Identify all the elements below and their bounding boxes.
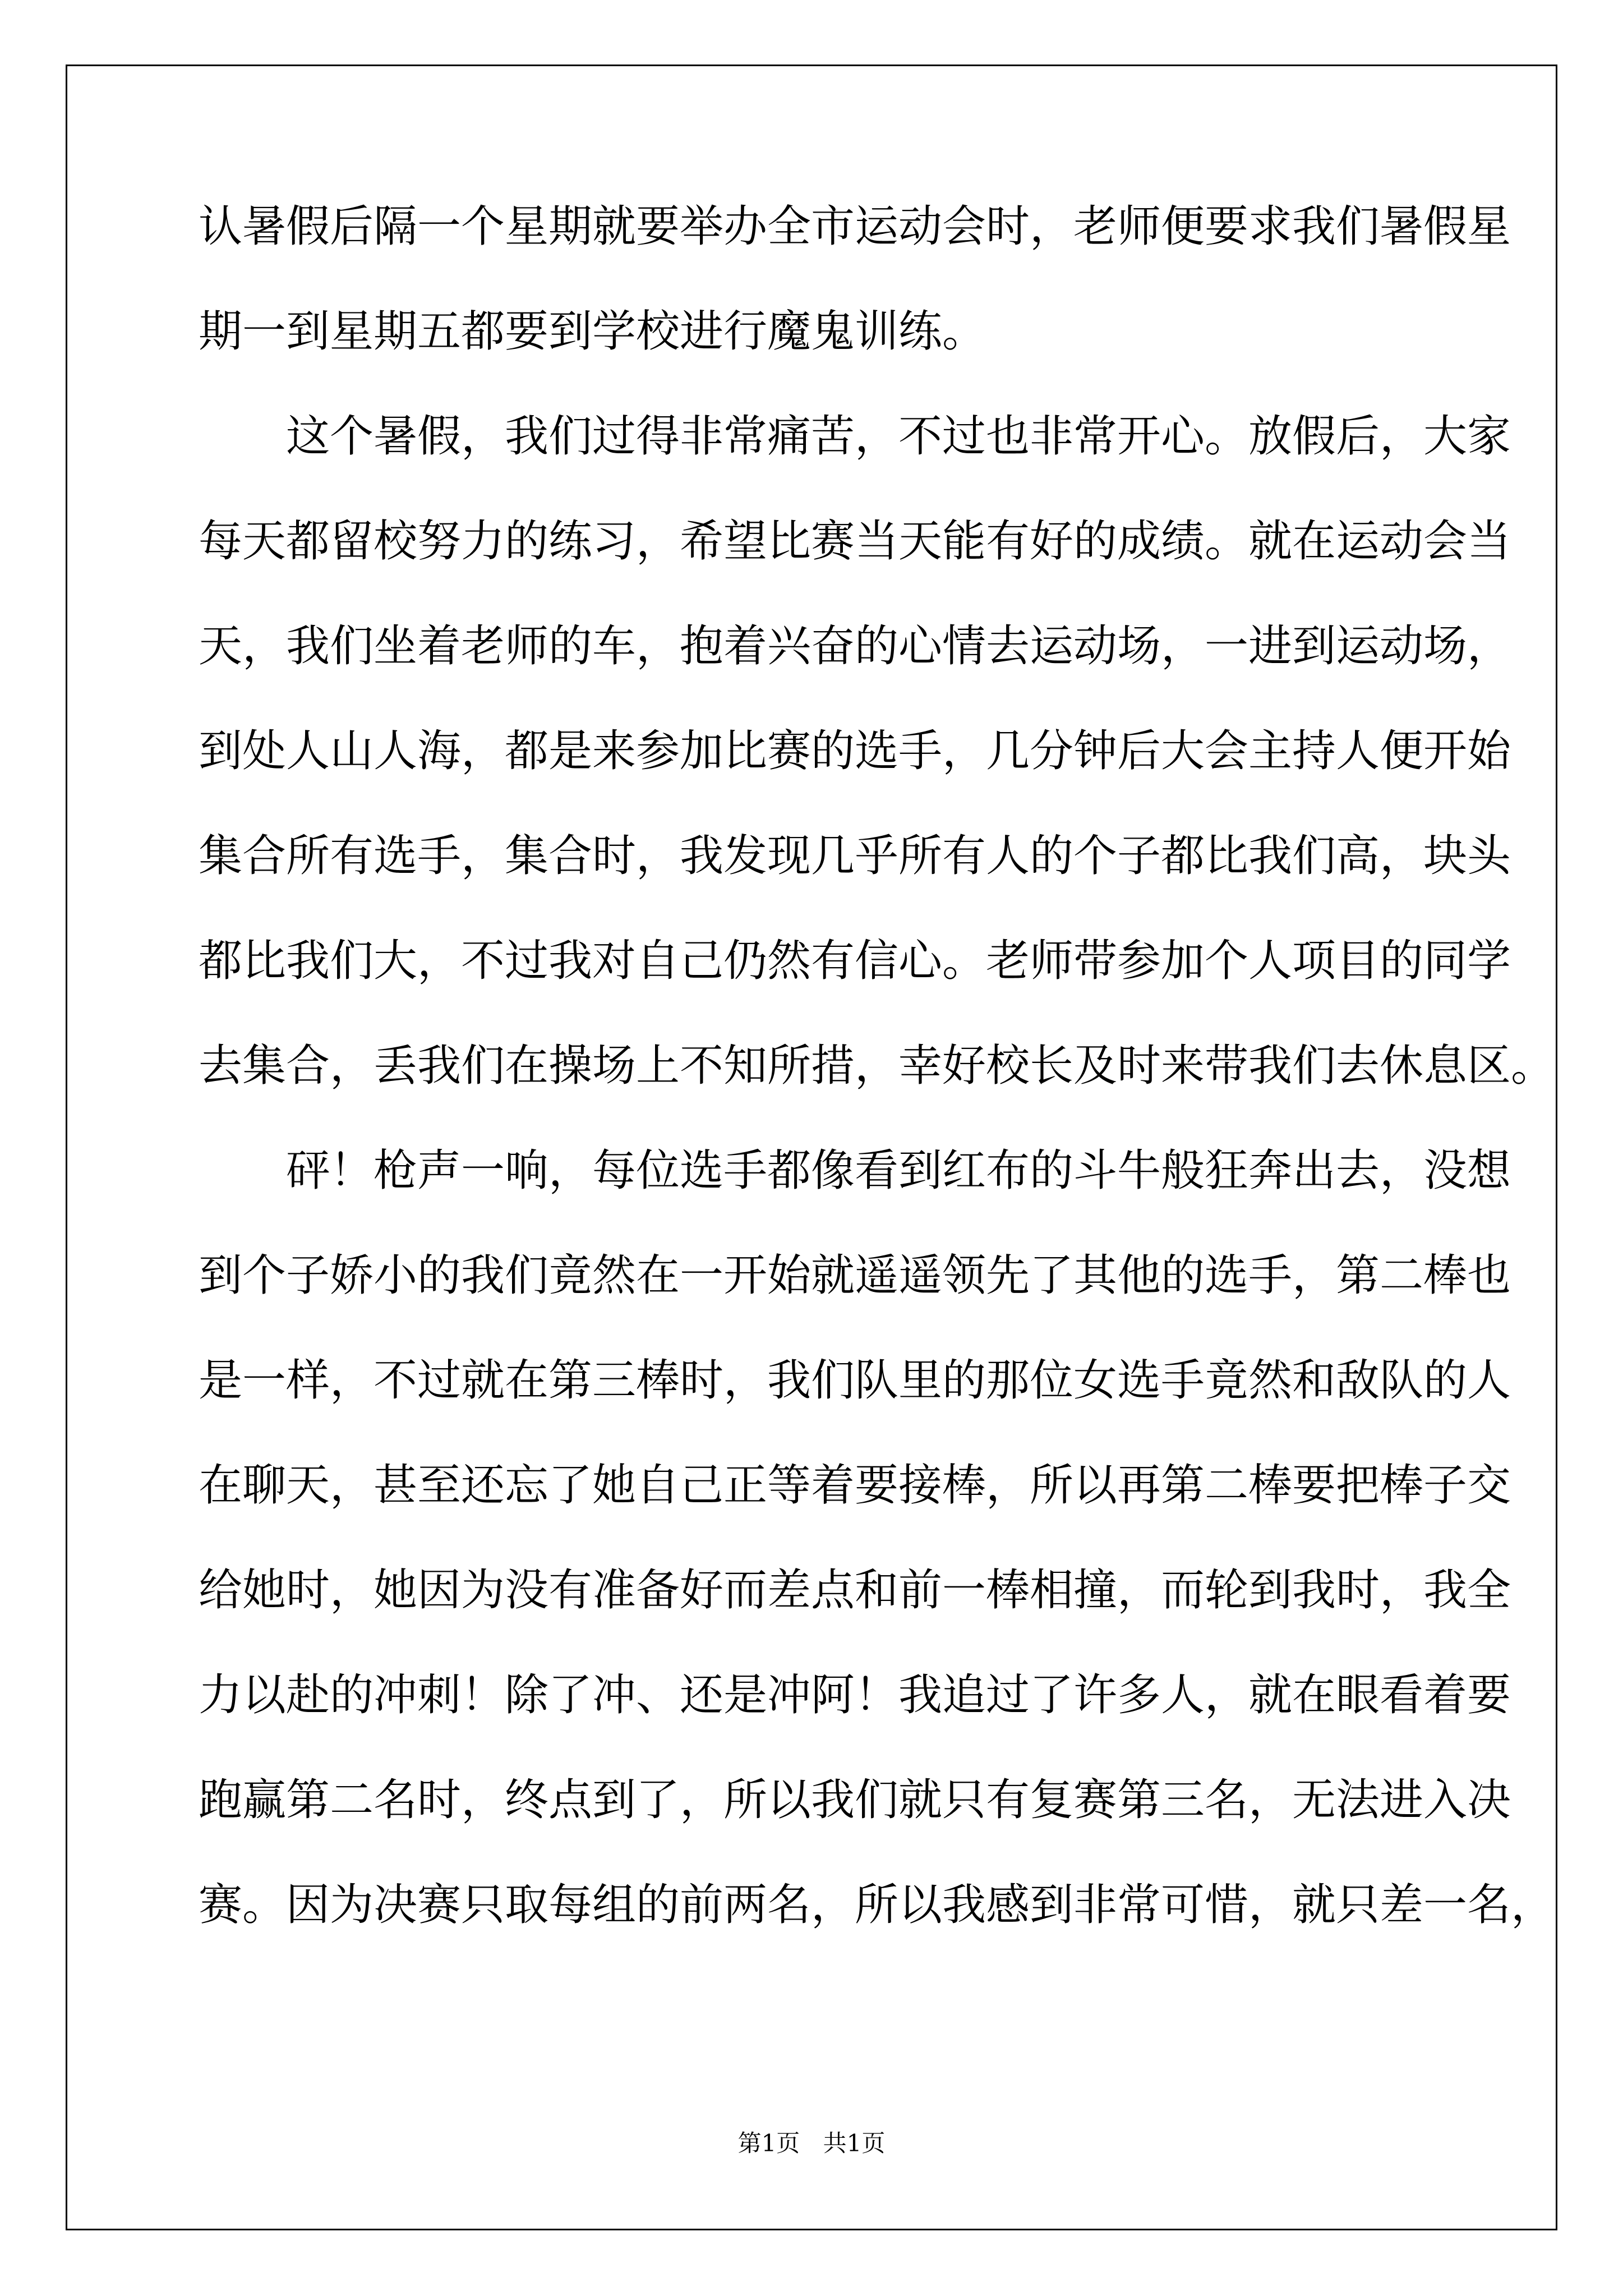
- page-total: 共1页: [823, 2129, 886, 2157]
- text-line: 是一样，不过就在第三棒时，我们队里的那位女选手竟然和敌队的人: [199, 1355, 1511, 1406]
- text-line: 天，我们坐着老师的车，抱着兴奋的心情去运动场，一进到运动场，: [199, 621, 1511, 671]
- text-line: 去集合，丢我们在操场上不知所措，幸好校长及时来带我们去休息区。: [199, 1041, 1555, 1091]
- text-line: 赛。因为决赛只取每组的前两名，所以我感到非常可惜，就只差一名，: [199, 1880, 1555, 1930]
- text-line: 跑赢第二名时，终点到了，所以我们就只有复赛第三名，无法进入决: [199, 1775, 1511, 1825]
- text-line: 砰！枪声一响，每位选手都像看到红布的斗牛般狂奔出去，没想: [199, 1145, 1511, 1196]
- text-line: 期一到星期五都要到学校进行魔鬼训练。: [199, 306, 986, 357]
- text-line: 给她时，她因为没有准备好而差点和前一棒相撞，而轮到我时，我全: [199, 1565, 1511, 1616]
- text-line: 认暑假后隔一个星期就要举办全市运动会时，老师便要求我们暑假星: [199, 201, 1511, 252]
- text-line: 到处人山人海，都是来参加比赛的选手，几分钟后大会主持人便开始: [199, 726, 1511, 776]
- text-line: 在聊天，甚至还忘了她自己正等着要接棒，所以再第二棒要把棒子交: [199, 1460, 1511, 1511]
- text-line: 集合所有选手，集合时，我发现几乎所有人的个子都比我们高，块头: [199, 831, 1511, 881]
- text-line: 到个子娇小的我们竟然在一开始就遥遥领先了其他的选手，第二棒也: [199, 1250, 1511, 1301]
- text-line: 这个暑假，我们过得非常痛苦，不过也非常开心。放假后，大家: [199, 411, 1511, 462]
- page-footer: [0, 2129, 1623, 2157]
- text-line: 力以赴的冲刺！除了冲、还是冲阿！我追过了许多人，就在眼看着要: [199, 1670, 1511, 1720]
- page-number: 第1页: [737, 2129, 800, 2157]
- text-line: 都比我们大，不过我对自己仍然有信心。老师带参加个人项目的同学: [199, 936, 1511, 986]
- text-line: 每天都留校努力的练习，希望比赛当天能有好的成绩。就在运动会当: [199, 516, 1511, 567]
